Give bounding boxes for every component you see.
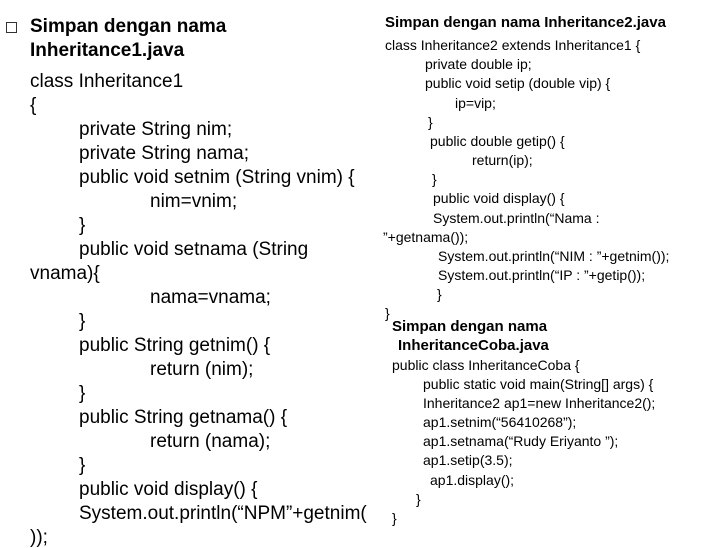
- left-heading-line-2: Inheritance1.java: [30, 40, 185, 61]
- code-line: public String getnama() {: [79, 407, 288, 428]
- right-top-heading: Simpan dengan nama Inheritance2.java: [385, 14, 666, 31]
- code-line: System.out.println(“NIM : ”+getnim());: [438, 248, 670, 264]
- code-line: return(ip);: [472, 152, 533, 168]
- bullet-icon: [6, 22, 17, 33]
- code-line: System.out.println(“Nama :: [433, 210, 600, 226]
- code-line: ap1.display();: [430, 472, 515, 488]
- left-heading-line-1: Simpan dengan nama: [30, 16, 227, 37]
- code-line: nim=vnim;: [150, 191, 238, 212]
- code-line: nama=vnama;: [150, 287, 271, 308]
- code-line: return (nim);: [150, 359, 254, 380]
- code-line: public String getnim() {: [79, 335, 271, 356]
- code-line: ”+getnama());: [383, 229, 469, 245]
- code-line: }: [385, 305, 390, 321]
- code-line: }: [416, 491, 421, 507]
- code-line: class Inheritance2 extends Inheritance1 {: [385, 37, 641, 53]
- right-bottom-heading-line-1: Simpan dengan nama: [392, 318, 548, 335]
- code-line: ap1.setnim(“56410268”);: [423, 414, 577, 430]
- code-line: }: [79, 455, 86, 476]
- code-line: ap1.setnama(“Rudy Eriyanto ”);: [423, 433, 619, 449]
- code-line: System.out.println(“IP : ”+getip());: [438, 267, 646, 283]
- code-line: }: [428, 114, 433, 130]
- code-line: ip=vip;: [455, 95, 496, 111]
- code-line: vnama){: [30, 263, 100, 284]
- code-line: private String nim;: [79, 119, 233, 140]
- code-line: public void setnama (String: [79, 239, 309, 260]
- code-line: public void display() {: [433, 190, 565, 206]
- code-line: private double ip;: [425, 56, 532, 72]
- code-line: }: [437, 286, 442, 302]
- code-line: ));: [30, 527, 48, 548]
- code-line: System.out.println(“NPM”+getnim(: [79, 503, 367, 524]
- code-line: }: [79, 383, 86, 404]
- code-line: public void setnim (String vnim) {: [79, 167, 355, 188]
- right-bottom-heading-line-2: InheritanceCoba.java: [398, 337, 549, 354]
- code-line: return (nama);: [150, 431, 271, 452]
- code-line: {: [30, 95, 37, 116]
- code-line: }: [432, 171, 437, 187]
- code-line: ap1.setip(3.5);: [423, 452, 513, 468]
- code-line: public double getip() {: [430, 133, 565, 149]
- code-line: }: [392, 510, 397, 526]
- code-line: private String nama;: [79, 143, 250, 164]
- code-line: public static void main(String[] args) {: [423, 376, 654, 392]
- code-line: public void setip (double vip) {: [425, 75, 611, 91]
- code-line: public class InheritanceCoba {: [392, 357, 580, 373]
- code-line: public void display() {: [79, 479, 258, 500]
- code-line: Inheritance2 ap1=new Inheritance2();: [423, 395, 656, 411]
- code-line: }: [79, 311, 86, 332]
- code-line: }: [79, 215, 86, 236]
- code-line: class Inheritance1: [30, 71, 184, 92]
